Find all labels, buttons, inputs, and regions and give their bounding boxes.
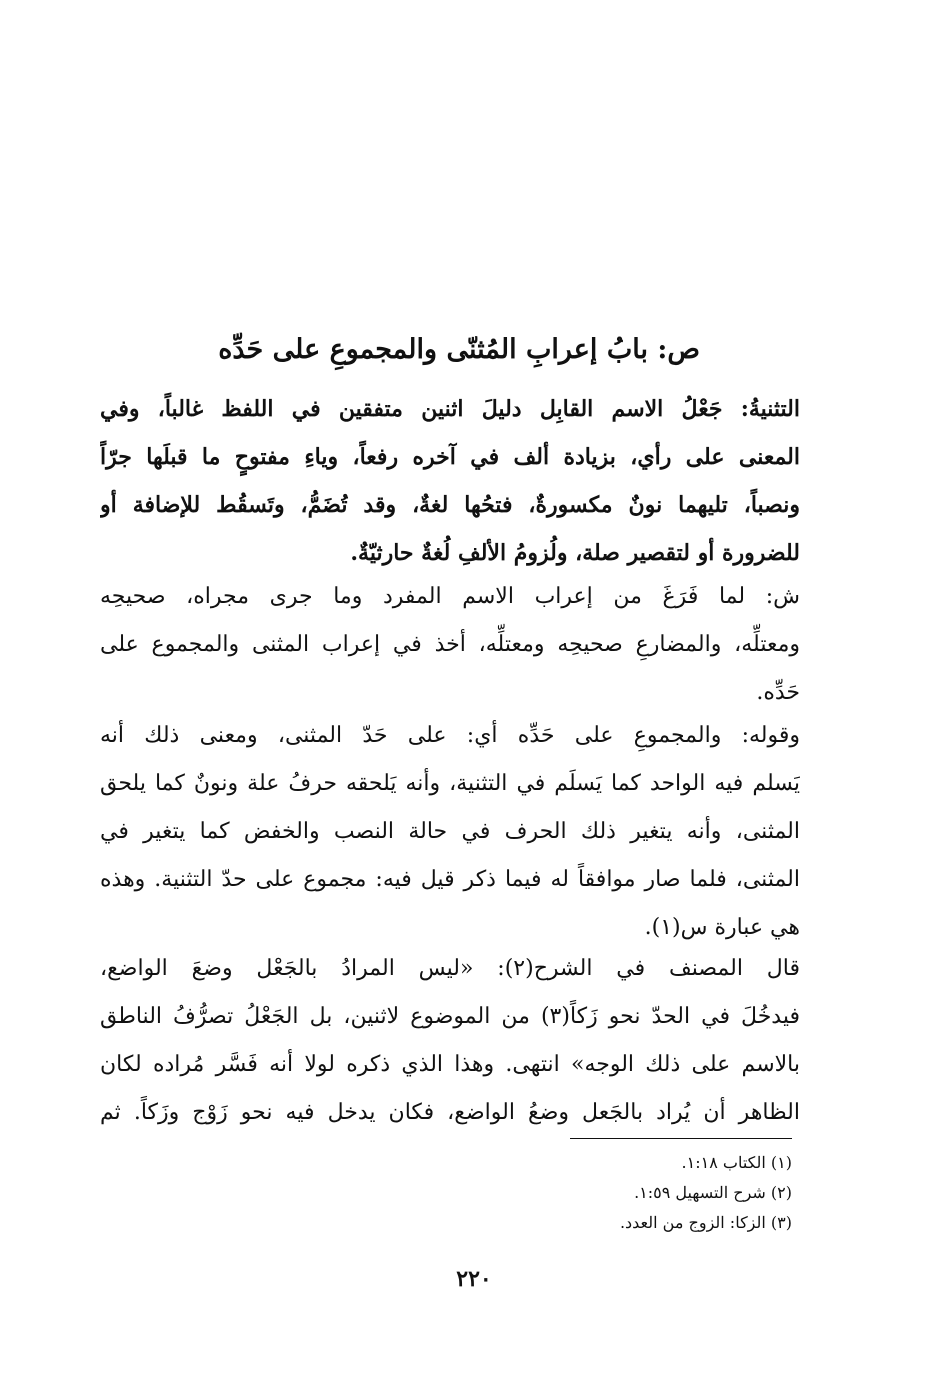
matn-paragraph <box>100 385 800 577</box>
footnote: (٣) الزكا: الزوج من العدد. <box>619 1213 792 1232</box>
text-line: التثنيةُ: جَعْلُ الاسم القابِل دليلَ اثنين متفقين في اللفظ غالباً، وفي <box>100 396 800 422</box>
footnote-divider <box>570 1138 792 1139</box>
section-heading: ص: بابُ إعرابِ المُثنّى والمجموعِ على حَدِّه <box>218 334 700 365</box>
text-line: الظاهر أن يُراد بالجَعل وضعُ الواضع، فكان يدخل فيه نحو زَوْج وزَكاً. ثم <box>100 1100 800 1125</box>
text-line: للضرورة أو لتقصير صلة، ولُزومُ الألفِ لُغةٌ حارثيّةٌ. <box>350 540 800 566</box>
text-line: بالاسم على ذلك الوجه» انتهى. وهذا الذي ذكره لولا أنه فَسَّر مُراده لكان <box>100 1052 800 1077</box>
text-line: وقوله: والمجموعِ على حَدِّه أي: على حَدّ المثنى، ومعنى ذلك أنه <box>100 723 800 748</box>
text-line: المثنى، فلما صار موافقاً له فيما ذكر قيل فيه: مجموع على حدّ التثنية. وهذه <box>100 867 800 892</box>
text-line: المثنى، وأنه يتغير ذلك الحرف في حالة النصب والخفض كما يتغير في <box>100 819 800 844</box>
text-line: ش: لما فَرَغَ من إعراب الاسم المفرد وما جرى مجراه، صحيحِه <box>100 584 800 609</box>
text-line: ومعتلِّه، والمضارعِ صحيحِه ومعتلِّه، أخذ في إعراب المثنى والمجموع على <box>100 632 800 657</box>
text-line: حَدِّه. <box>756 680 800 705</box>
qala-paragraph <box>100 945 800 1137</box>
footnote: (٢) شرح التسهيل ١:٥٩. <box>634 1183 792 1202</box>
text-line: يَسلم فيه الواحد كما يَسلَم في التثنية، وأنه يَلحقه حرفُ علة ونونٌ كما يلحق <box>100 771 800 796</box>
qawl-paragraph <box>100 712 800 952</box>
text-line: هي عبارة س(١). <box>644 915 800 940</box>
text-line: قال المصنف في الشرح(٢): «ليس المرادُ بالجَعْل وضعَ الواضع، <box>100 956 800 981</box>
footnotes <box>400 1148 792 1238</box>
sharh-paragraph <box>100 573 800 717</box>
text-line: فيدخُلَ في الحدّ نحو زَكاً(٣) من الموضوع لاثنين، بل الجَعْلُ تصرُّفُ الناطق <box>100 1004 800 1029</box>
text-line: ونصباً، تليهما نونٌ مكسورةٌ، فتحُها لغةٌ، وقد تُضَمُّ، وتَسقُط للإضافة أو <box>100 492 800 518</box>
page-number: ٢٢٠ <box>456 1266 492 1292</box>
text-line: المعنى على رأي، بزيادة ألف في آخره رفعاً، وياءِ مفتوحٍ ما قبلَها جرّاً <box>100 444 800 470</box>
footnote: (١) الكتاب ١:١٨. <box>681 1153 792 1172</box>
